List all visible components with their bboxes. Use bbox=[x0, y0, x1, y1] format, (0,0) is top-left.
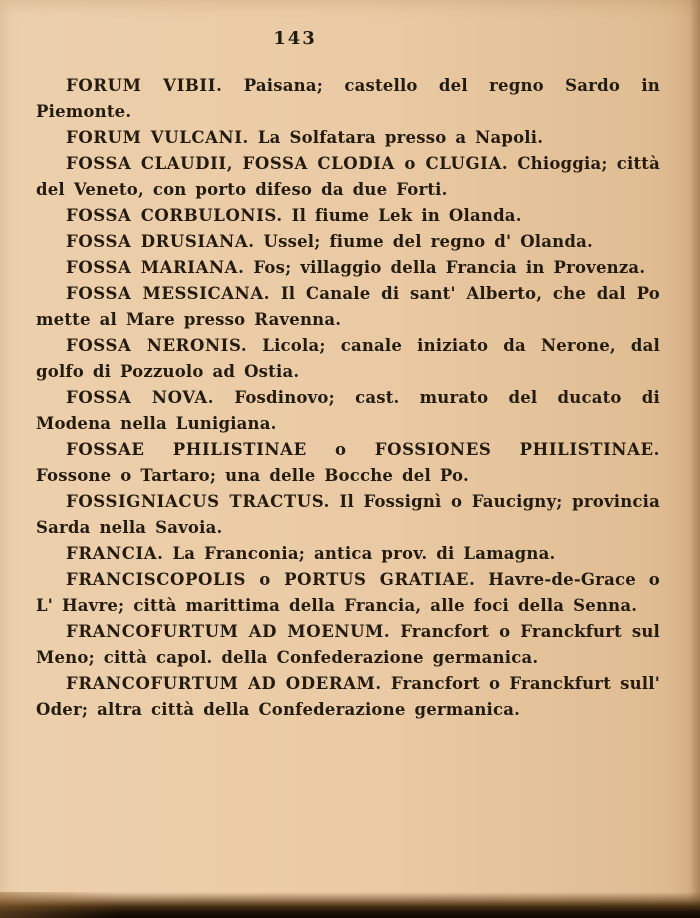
dictionary-entry bbox=[36, 255, 660, 281]
dictionary-entry bbox=[36, 385, 660, 437]
entry-term: FOSSAE PHILISTINAE o FOSSIONES PHILISTINAE. bbox=[66, 440, 660, 459]
entry-text: Fos; villaggio della Francia in Provenza. bbox=[253, 258, 646, 277]
dictionary-entry bbox=[36, 229, 660, 255]
entry-text: Fossone o Tartaro; una delle Bocche del Po. bbox=[36, 466, 469, 485]
entry-term: FRANCISCOPOLIS o PORTUS GRATIAE. bbox=[66, 570, 476, 589]
entry-term: FOSSIGNIACUS TRACTUS. bbox=[66, 492, 330, 511]
entry-text: Licola; canale iniziato da Nerone, dal golfo di Pozzuolo ad Ostia. bbox=[36, 336, 660, 381]
entry-term: FOSSA CORBULONIS. bbox=[66, 206, 283, 225]
entry-term: FOSSA MESSICANA. bbox=[66, 284, 271, 303]
page-number: 143 bbox=[273, 28, 317, 49]
dictionary-entry bbox=[36, 333, 660, 385]
entry-term: FORUM VULCANI. bbox=[66, 128, 249, 147]
entry-term: FOSSA CLAUDII, FOSSA CLODIA o CLUGIA. bbox=[66, 154, 509, 173]
entry-term: FOSSA NERONIS. bbox=[66, 336, 248, 355]
dictionary-entry bbox=[36, 281, 660, 333]
entry-text: Il Canale di sant' Alberto, che dal Po mette al Mare presso Ravenna. bbox=[36, 284, 660, 329]
dictionary-entry bbox=[36, 203, 660, 229]
dictionary-entry bbox=[36, 73, 660, 125]
entry-text: Francfort o Franckfurt sull' Oder; altra città della Confederazione germanica. bbox=[36, 674, 660, 719]
entry-term: FOSSA NOVA. bbox=[66, 388, 215, 407]
dictionary-entry bbox=[36, 151, 660, 203]
entry-text: Havre-de-Grace o L' Havre; città marittima della Francia, alle foci della Senna. bbox=[36, 570, 660, 615]
entry-text: La Solfatara presso a Napoli. bbox=[257, 128, 544, 147]
dictionary-entry bbox=[36, 541, 660, 567]
dictionary-entry bbox=[36, 671, 660, 723]
dictionary-entry bbox=[36, 619, 660, 671]
scan-edge-bottom bbox=[0, 892, 700, 918]
entry-term: FRANCOFURTUM AD ODERAM. bbox=[66, 674, 382, 693]
entry-term: FORUM VIBII. bbox=[66, 76, 223, 95]
entry-text: Paisana; castello del regno Sardo in Piemonte. bbox=[36, 76, 660, 121]
dictionary-entry bbox=[36, 567, 660, 619]
dictionary-entry bbox=[36, 125, 660, 151]
entry-term: FOSSA DRUSIANA. bbox=[66, 232, 255, 251]
scan-edge-right bbox=[690, 0, 700, 918]
entry-text: La Franconia; antica prov. di Lamagna. bbox=[172, 544, 556, 563]
text-block bbox=[36, 73, 660, 723]
dictionary-entry bbox=[36, 437, 660, 489]
entry-text: Francfort o Franckfurt sul Meno; città capol. della Confederazione germanica. bbox=[36, 622, 660, 667]
entry-text: Il fiume Lek in Olanda. bbox=[291, 206, 522, 225]
entry-text: Ussel; fiume del regno d' Olanda. bbox=[263, 232, 593, 251]
entry-term: FRANCIA. bbox=[66, 544, 164, 563]
dictionary-entry bbox=[36, 489, 660, 541]
entry-text: Il Fossignì o Faucigny; provincia Sarda nella Savoia. bbox=[36, 492, 660, 537]
entry-text: Fosdinovo; cast. murato del ducato di Modena nella Lunigiana. bbox=[36, 388, 660, 433]
entry-term: FOSSA MARIANA. bbox=[66, 258, 245, 277]
entry-text: Chioggia; città del Veneto, con porto difeso da due Forti. bbox=[36, 154, 660, 199]
entry-term: FRANCOFURTUM AD MOENUM. bbox=[66, 622, 391, 641]
